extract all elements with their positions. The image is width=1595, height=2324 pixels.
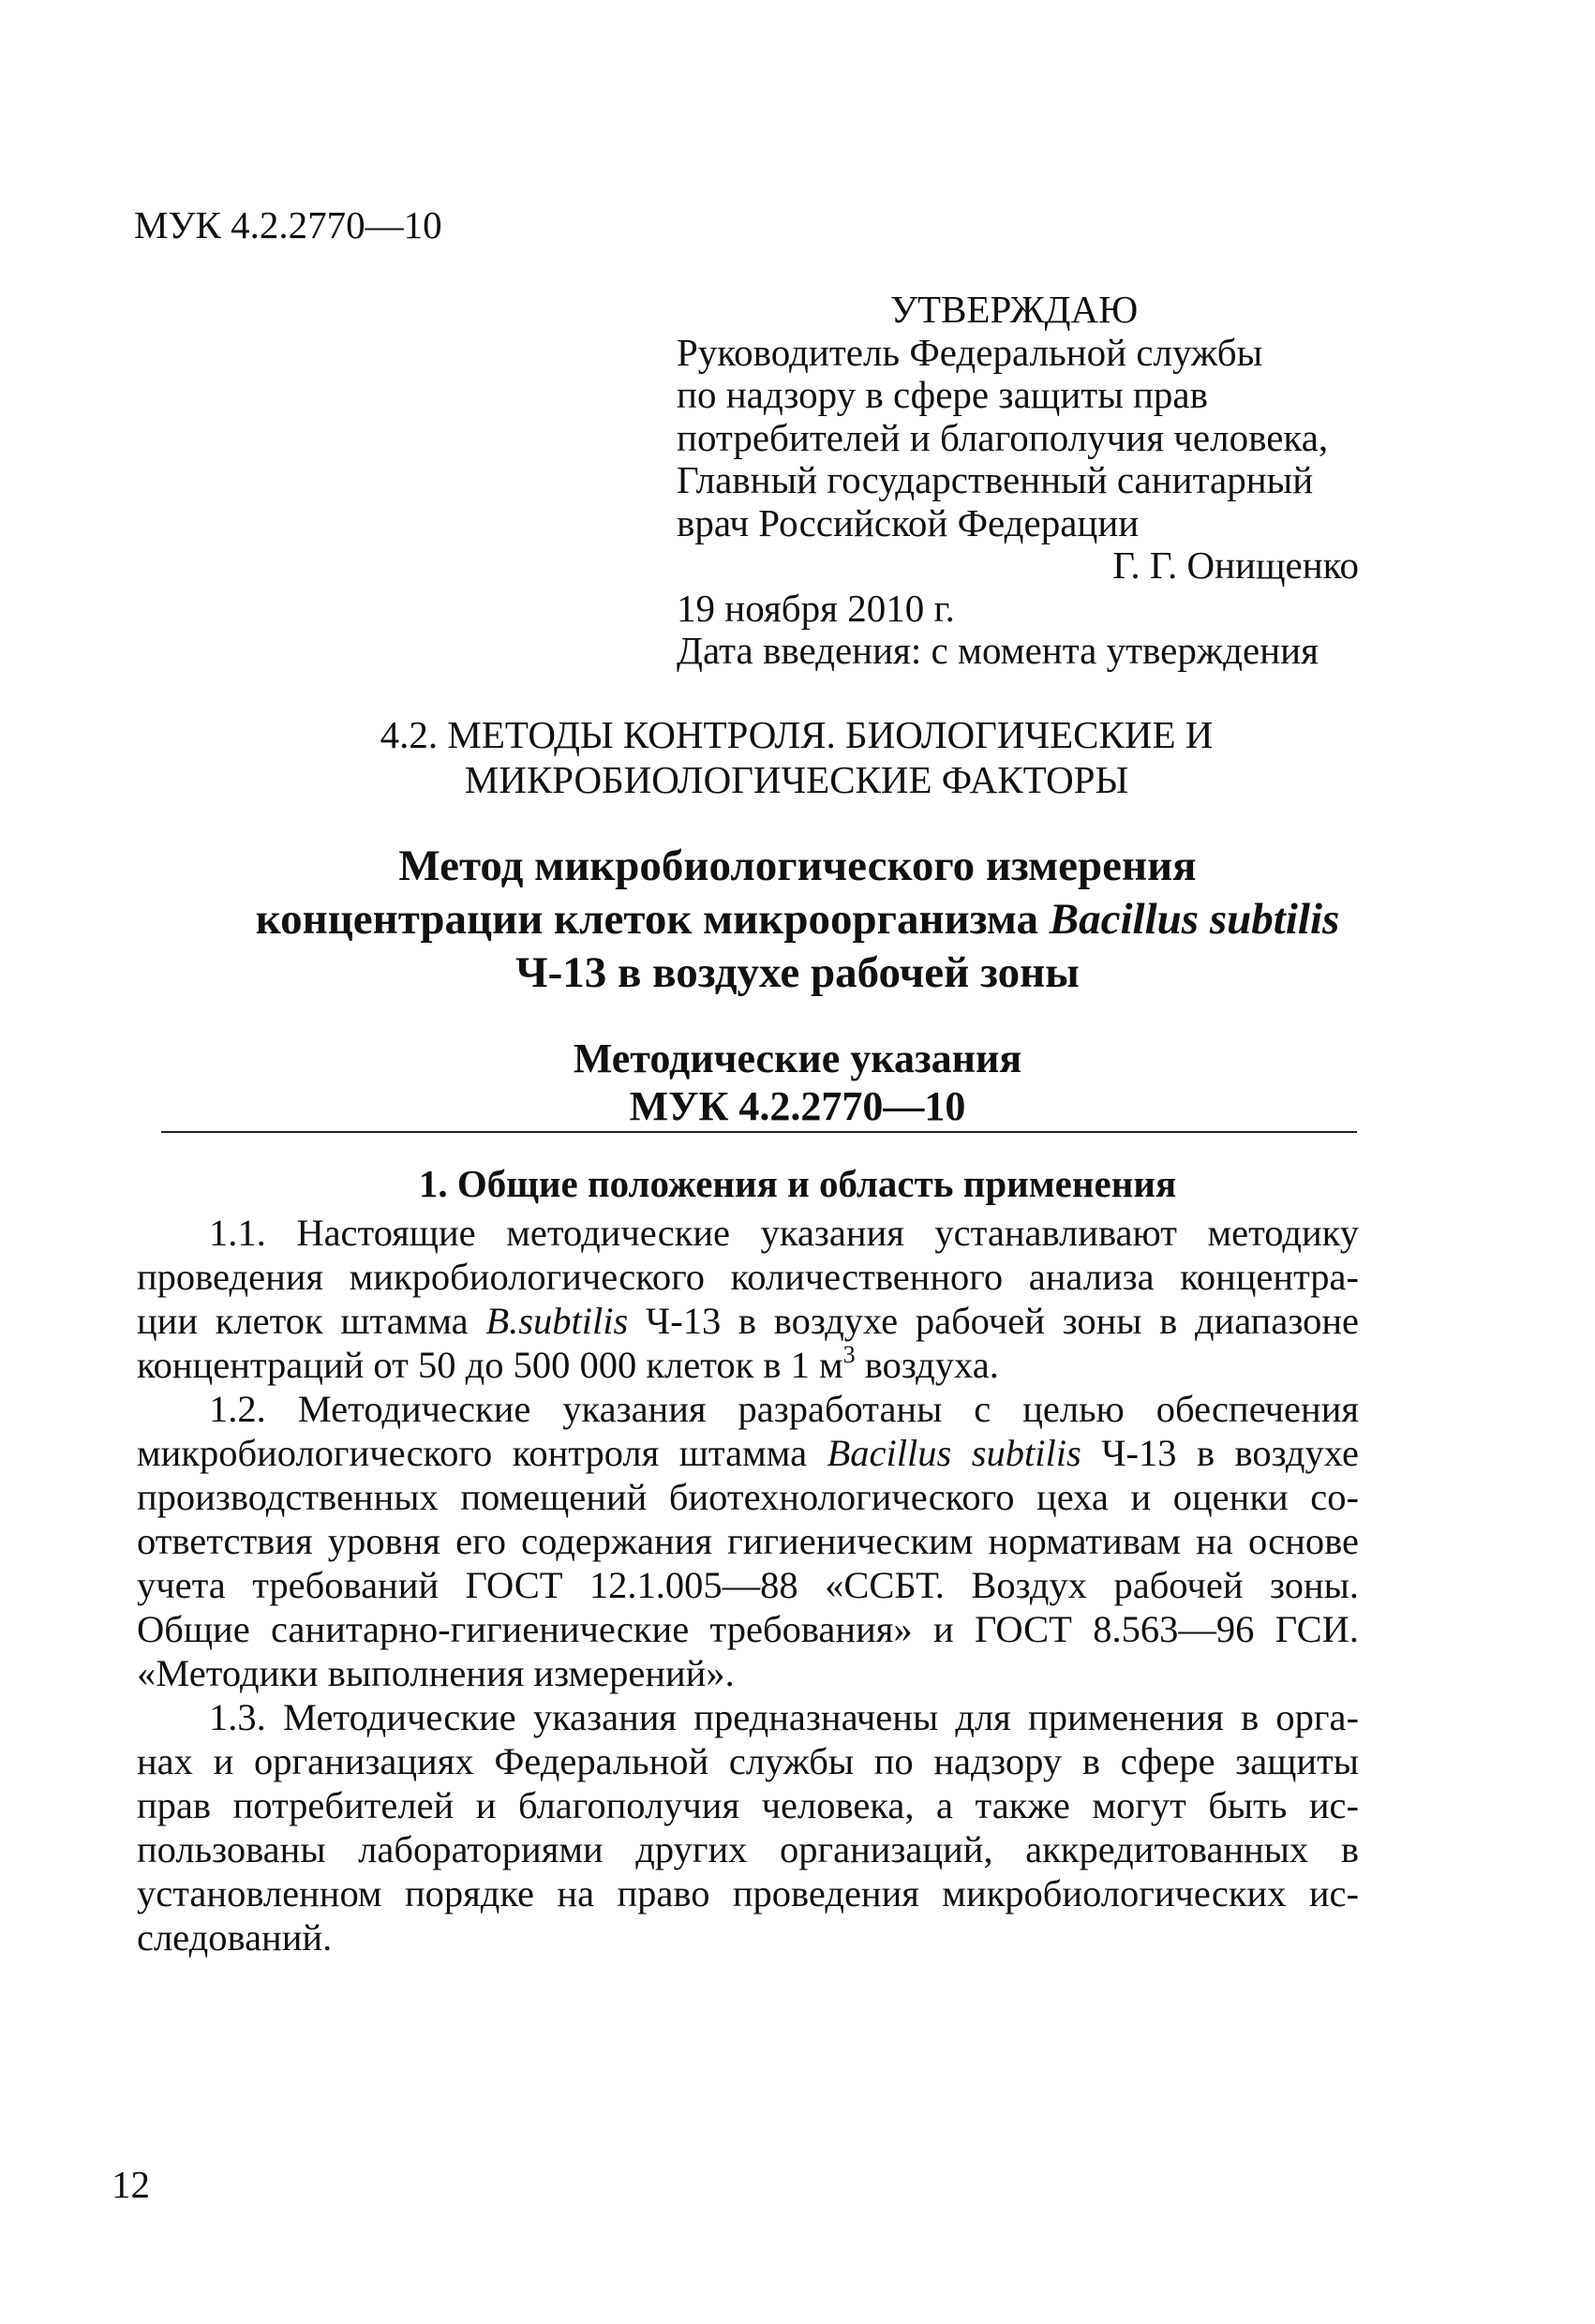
body-line: [137, 1915, 1359, 1959]
body-line: [137, 1607, 1359, 1651]
body-line-text: следований.: [137, 1916, 333, 1959]
body-line-text: производственных помещений биотехнологического цеха и оценки со-: [137, 1476, 1359, 1518]
document-title: [122, 840, 1473, 1000]
species-name: B.subtilis: [485, 1300, 629, 1342]
section-header-line: 4.2. МЕТОДЫ КОНТРОЛЯ. БИОЛОГИЧЕСКИЕ И: [380, 713, 1214, 756]
body-line: [137, 1387, 1359, 1431]
approval-word: УТВЕРЖДАЮ: [890, 288, 1139, 331]
inline-text: ции клеток штамма: [137, 1300, 486, 1342]
inline-text: Ч-13 в воздухе рабочей зоны в диапазоне: [628, 1300, 1359, 1342]
body-line-text: 1.3. Методические указания предназначены для применения в орга-: [209, 1696, 1359, 1738]
body-line: [137, 1299, 1359, 1343]
inline-text: микробиологического контроля штамма: [137, 1432, 827, 1474]
approval-position-line: Руководитель Федеральной службы: [677, 330, 1263, 374]
body-line: [137, 1783, 1359, 1827]
horizontal-rule: [161, 1131, 1357, 1133]
body-text: [137, 1211, 1359, 1959]
body-line-text: пользованы лабораториями других организаций, аккредитованных в: [137, 1828, 1359, 1870]
body-line-text: прав потребителей и благополучия человека, а также могут быть ис-: [137, 1784, 1359, 1826]
body-line-text: нах и организациях Федеральной службы по надзору в сфере защиты: [137, 1740, 1359, 1782]
section-header: [150, 712, 1443, 802]
body-line: [137, 1871, 1359, 1915]
body-line-text: 1.1. Настоящие методические указания устанавливают методику: [209, 1212, 1359, 1254]
title-line: Ч-13 в воздухе рабочей зоны: [515, 948, 1080, 997]
inline-text: Ч-13 в воздухе: [1081, 1432, 1359, 1474]
body-line: [137, 1827, 1359, 1871]
approval-date: 19 ноября 2010 г.: [677, 586, 955, 630]
title-species-name: Bacillus subtilis: [1049, 895, 1340, 944]
inline-text: концентраций от 50 до 500 000 клеток в 1 м: [137, 1344, 843, 1386]
species-name: Bacillus subtilis: [827, 1432, 1081, 1474]
body-line: [137, 1563, 1359, 1607]
body-line-text: проведения микробиологического количественного анализа концентра-: [137, 1256, 1359, 1298]
title-text: концентрации клеток микроорганизма: [255, 895, 1050, 944]
body-line: [137, 1255, 1359, 1299]
effective-date: Дата введения: с момента утверждения: [677, 629, 1319, 672]
approval-block: [677, 289, 1359, 673]
page-number: 12: [112, 2163, 150, 2206]
approval-position-line: потребителей и благополучия человека,: [677, 415, 1329, 459]
title-line: Метод микробиологического измерения: [398, 842, 1197, 890]
body-line: [137, 1739, 1359, 1783]
body-line-text: [137, 1299, 1359, 1343]
approval-signer: Г. Г. Онищенко: [1112, 544, 1359, 587]
body-line: [137, 1695, 1359, 1739]
subtitle-line: Методические указания: [573, 1035, 1022, 1081]
body-line-text: 1.2. Методические указания разработаны с целью обеспечения: [209, 1388, 1359, 1430]
body-line: [137, 1475, 1359, 1519]
body-line: [137, 1519, 1359, 1563]
body-line-text: учета требований ГОСТ 12.1.005—88 «ССБТ. Воздух рабочей зоны.: [137, 1564, 1359, 1606]
body-line: [137, 1211, 1359, 1255]
document-code: МУК 4.2.2770—10: [134, 203, 442, 246]
body-line: [137, 1651, 1359, 1695]
superscript: 3: [842, 1343, 856, 1368]
title-line: [122, 893, 1473, 946]
approval-position-line: по надзору в сфере защиты прав: [677, 373, 1208, 416]
body-line-text: ответствия уровня его содержания гигиеническим нормативам на основе: [137, 1520, 1359, 1562]
body-line-text: Общие санитарно-гигиенические требования» и ГОСТ 8.563—96 ГСИ.: [137, 1608, 1359, 1650]
body-line-text: [137, 1343, 1359, 1387]
section-header-line: МИКРОБИОЛОГИЧЕСКИЕ ФАКТОРЫ: [464, 758, 1129, 801]
body-line-text: «Методики выполнения измерений».: [137, 1652, 735, 1694]
approval-position-line: врач Российской Федерации: [677, 500, 1140, 544]
subtitle-code: МУК 4.2.2770—10: [629, 1083, 966, 1129]
document-subtitle: [122, 1035, 1473, 1130]
body-line-text: установленном порядке на право проведения микробиологических ис-: [137, 1872, 1359, 1914]
body-line-text: [137, 1431, 1359, 1475]
body-line: [137, 1431, 1359, 1475]
inline-text: воздуха.: [855, 1344, 999, 1386]
body-line: [137, 1343, 1359, 1387]
section-heading: 1. Общие положения и область применения: [418, 1162, 1177, 1205]
approval-position-line: Главный государственный санитарный: [677, 458, 1314, 501]
